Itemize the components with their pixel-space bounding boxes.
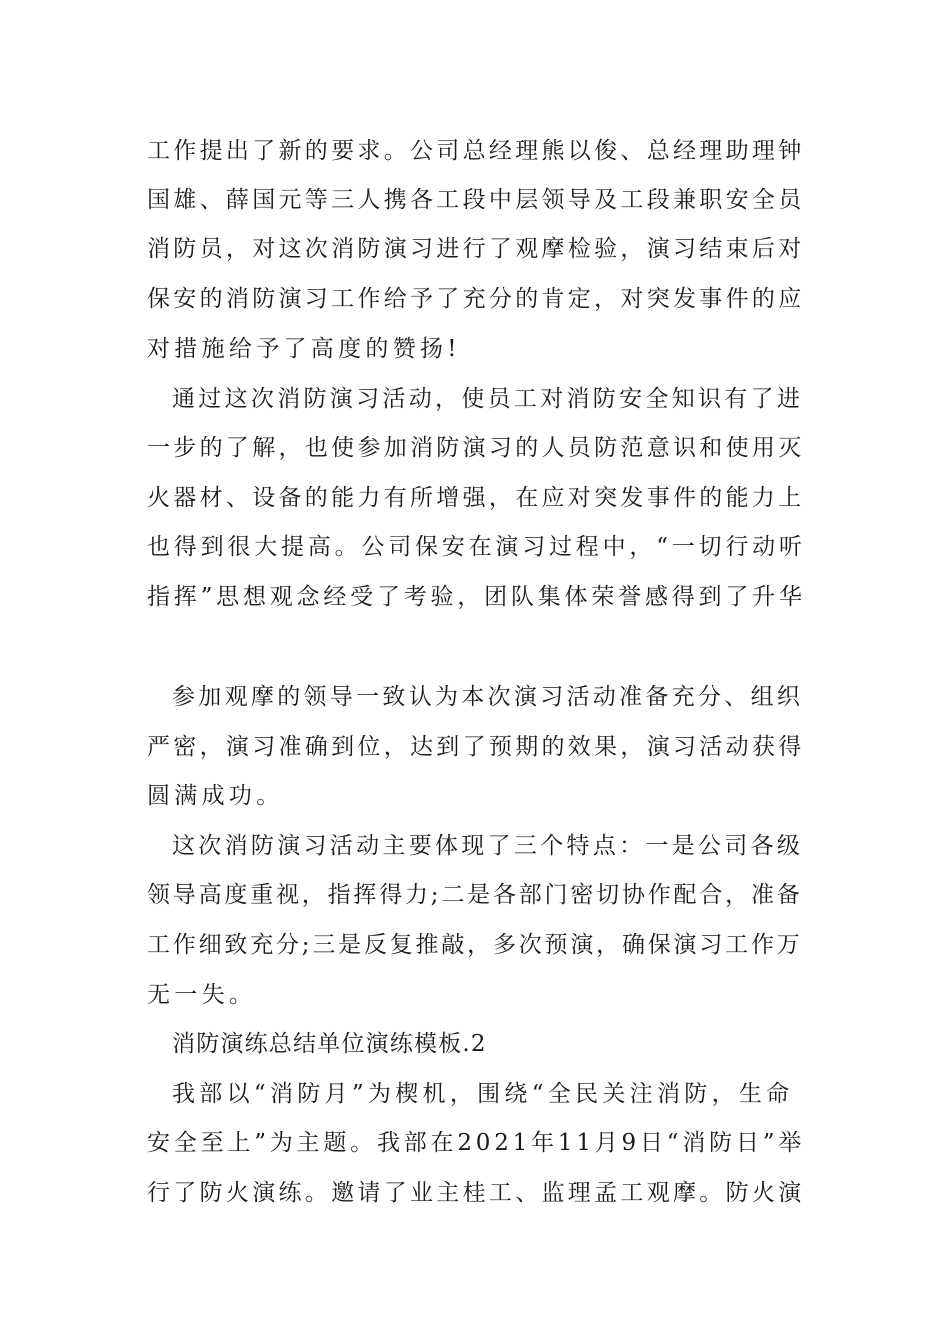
paragraph-line: 保安的消防演习工作给予了充分的肯定，对突发事件的应 <box>147 286 805 312</box>
paragraph-line: 领导高度重视，指挥得力;二是各部门密切协作配合，准备 <box>147 882 803 908</box>
paragraph-line: 消防员，对这次消防演习进行了观摩检验，演习结束后对 <box>147 236 805 262</box>
paragraph-line: 火器材、设备的能力有所增强，在应对突发事件的能力上 <box>147 485 805 511</box>
paragraph-line: 我部以“消防月”为楔机，围绕“全民关注消防，生命 <box>172 1081 794 1107</box>
paragraph-line: 工作提出了新的要求。公司总经理熊以俊、总经理助理钟 <box>147 138 805 164</box>
paragraph-line: 对措施给予了高度的赞扬! <box>147 336 461 362</box>
section-heading: 消防演练总结单位演练模板.2 <box>172 1031 487 1057</box>
paragraph-line: 工作细致充分;三是反复推敲，多次预演，确保演习工作万 <box>147 932 803 958</box>
paragraph-line: 参加观摩的领导一致认为本次演习活动准备充分、组织 <box>172 684 804 710</box>
paragraph-line: 一步的了解，也使参加消防演习的人员防范意识和使用灭 <box>147 435 805 461</box>
paragraph-line: 指挥”思想观念经受了考验，团队集体荣誉感得到了升华 <box>147 584 806 610</box>
paragraph-line: 通过这次消防演习活动，使员工对消防安全知识有了进 <box>172 386 804 412</box>
paragraph-line: 也得到很大提高。公司保安在演习过程中，“一切行动听 <box>147 534 806 560</box>
paragraph-line: 这次消防演习活动主要体现了三个特点：一是公司各级 <box>172 833 804 859</box>
paragraph-line: 严密，演习准确到位，达到了预期的效果，演习活动获得 <box>147 734 805 760</box>
paragraph-line: 圆满成功。 <box>147 783 284 809</box>
paragraph-line: 无一失。 <box>147 982 257 1008</box>
paragraph-line: 行了防火演练。邀请了业主桂工、监理孟工观摩。防火演 <box>147 1180 805 1206</box>
paragraph-line: 国雄、薛国元等三人携各工段中层领导及工段兼职安全员 <box>147 187 805 213</box>
paragraph-line: 安全至上”为主题。我部在2021年11月9日“消防日”举 <box>147 1130 806 1156</box>
